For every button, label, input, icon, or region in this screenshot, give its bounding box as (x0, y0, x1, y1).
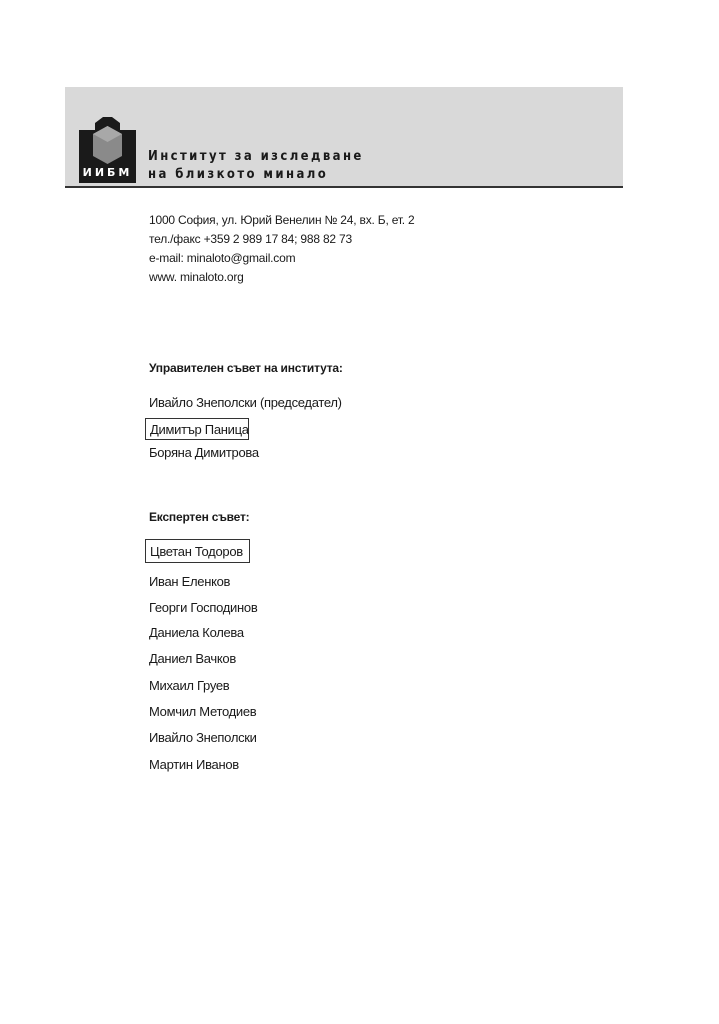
expert-member: Иван Еленков (149, 574, 231, 589)
board-member: Боряна Димитрова (149, 445, 259, 460)
expert-member: Даниел Вачков (149, 651, 236, 666)
address: 1000 София, ул. Юрий Венелин № 24, вх. Б, ет. 2 (149, 213, 415, 227)
institute-name-line2: на близкото минало (148, 167, 329, 182)
expert-member: Момчил Методиев (149, 704, 257, 719)
expert-member: Георги Господинов (149, 600, 258, 615)
contact-info (149, 211, 415, 287)
expert-member: Мартин Иванов (149, 757, 239, 772)
website: www. minaloto.org (149, 270, 244, 284)
phone: тел./факс +359 2 989 17 84; 988 82 73 (149, 232, 352, 246)
institute-name (148, 148, 364, 184)
expert-council-heading: Експертен съвет: (149, 510, 250, 524)
expert-member: Даниела Колева (149, 625, 244, 640)
institute-name-line1: Институт за изследване (148, 149, 364, 164)
email: e-mail: minaloto@gmail.com (149, 251, 296, 265)
board-member-boxed: Димитър Паница (145, 418, 249, 440)
expert-member: Михаил Груев (149, 678, 230, 693)
board-member: Ивайло Знеполски (председател) (149, 395, 342, 410)
management-board-heading: Управителен съвет на института: (149, 361, 343, 375)
expert-member: Ивайло Знеполски (149, 730, 257, 745)
expert-member-boxed: Цветан Тодоров (145, 539, 250, 563)
logo-text: ИИБМ (82, 165, 133, 179)
